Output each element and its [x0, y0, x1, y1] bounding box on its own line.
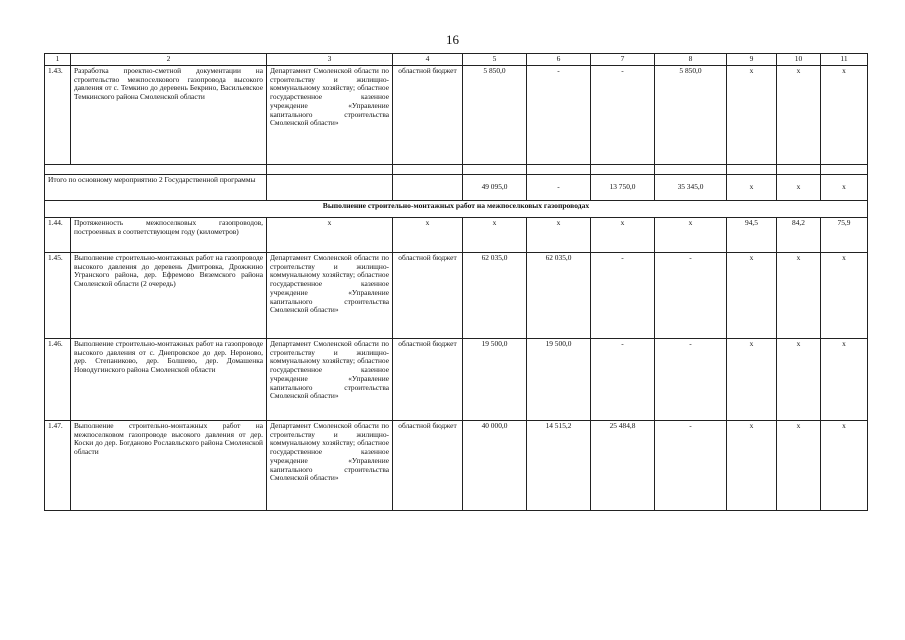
- row-number: 1.43.: [45, 65, 71, 164]
- cell-year-3: x: [655, 217, 727, 252]
- row-description: Выполнение строительно-монтажных работ на межпоселковом газопроводе высокого давления от дер. Коски до дер. Богданово Рославльского района Смоленской области: [71, 420, 267, 510]
- cell-indicator-2: x: [777, 174, 821, 200]
- cell-year-3: 5 850,0: [655, 65, 727, 164]
- cell-year-3: -: [655, 420, 727, 510]
- page-number: 16: [446, 32, 459, 47]
- cell-total: 5 850,0: [463, 65, 527, 164]
- cell-total: 40 000,0: [463, 420, 527, 510]
- column-number-row: [45, 54, 868, 66]
- column-header: 8: [655, 54, 727, 66]
- table-row-1-47: [45, 420, 868, 510]
- cell-year-2: x: [591, 217, 655, 252]
- cell-indicator-2: 84,2: [777, 217, 821, 252]
- cell-year-1: x: [527, 217, 591, 252]
- cell-year-2: -: [591, 65, 655, 164]
- cell-year-3: 35 345,0: [655, 174, 727, 200]
- column-header: 3: [267, 54, 393, 66]
- column-header: 9: [727, 54, 777, 66]
- cell-year-2: -: [591, 252, 655, 338]
- empty-cell: [463, 164, 527, 174]
- row-executor: Департамент Смоленской области по строительству и жилищно-коммунальному хозяйству; областное государственное казенное учреждение «Управление капитального строительства Смоленской области»: [267, 65, 393, 164]
- column-header: 4: [393, 54, 463, 66]
- cell-indicator-3: x: [821, 65, 868, 164]
- cell-indicator-2: x: [777, 252, 821, 338]
- cell-indicator-2: x: [777, 338, 821, 420]
- row-number: 1.47.: [45, 420, 71, 510]
- cell-indicator-3: x: [821, 338, 868, 420]
- cell-year-1: -: [527, 174, 591, 200]
- column-header: 11: [821, 54, 868, 66]
- cell-year-1: 19 500,0: [527, 338, 591, 420]
- section-row: [45, 200, 868, 217]
- cell-total: 62 035,0: [463, 252, 527, 338]
- row-funding-source: областной бюджет: [393, 65, 463, 164]
- row-description: Выполнение строительно-монтажных работ на газопроводе высокого давления до деревень Дмитровка, Дрожжино Угранского района, дер. Ефремово Вяземского района Смоленской области (2 очередь): [71, 252, 267, 338]
- cell-year-1: 62 035,0: [527, 252, 591, 338]
- empty-cell: [591, 164, 655, 174]
- empty-cell: [777, 164, 821, 174]
- column-header: 1: [45, 54, 71, 66]
- cell-year-1: 14 515,2: [527, 420, 591, 510]
- program-table: [44, 53, 868, 511]
- row-executor: Департамент Смоленской области по строительству и жилищно-коммунальному хозяйству; областное государственное казенное учреждение «Управление капитального строительства Смоленской области»: [267, 338, 393, 420]
- table-row-1-43: [45, 65, 868, 164]
- total-row: [45, 174, 868, 200]
- cell-indicator-1: x: [727, 65, 777, 164]
- empty-cell: [393, 164, 463, 174]
- row-funding-source: областной бюджет: [393, 252, 463, 338]
- empty-cell: [393, 174, 463, 200]
- cell-year-2: -: [591, 338, 655, 420]
- cell-indicator-1: x: [727, 338, 777, 420]
- cell-indicator-3: x: [821, 420, 868, 510]
- cell-year-1: -: [527, 65, 591, 164]
- row-funding-source: областной бюджет: [393, 338, 463, 420]
- column-header: 10: [777, 54, 821, 66]
- row-description: Протяженность межпоселковых газопроводов, построенных в соответствующем году (километров): [71, 217, 267, 252]
- row-number: 1.44.: [45, 217, 71, 252]
- empty-cell: [267, 164, 393, 174]
- table-row-1-46: [45, 338, 868, 420]
- section-title: Выполнение строительно-монтажных работ на межпоселковых газопроводах: [45, 200, 868, 217]
- cell-indicator-3: x: [821, 252, 868, 338]
- cell-indicator-3: 75,9: [821, 217, 868, 252]
- total-label: Итого по основному мероприятию 2 Государственной программы: [45, 174, 267, 200]
- row-executor: x: [267, 217, 393, 252]
- cell-year-3: -: [655, 338, 727, 420]
- cell-total: 19 500,0: [463, 338, 527, 420]
- row-description: Разработка проектно-сметной документации на строительство межпоселкового газопровода высокого давления от с. Темкино до деревень Бекрино, Васильевское Темкинского района Смоленской области: [71, 65, 267, 164]
- row-executor: Департамент Смоленской области по строительству и жилищно-коммунальному хозяйству; областное государственное казенное учреждение «Управление капитального строительства Смоленской области»: [267, 420, 393, 510]
- row-funding-source: областной бюджет: [393, 420, 463, 510]
- row-description: Выполнение строительно-монтажных работ на газопроводе высокого давления от с. Днепровское до дер. Нероново, дер. Степаниково, дер. Болшево, дер. Домашенка Новодугинского района Смоленской области: [71, 338, 267, 420]
- row-number: 1.45.: [45, 252, 71, 338]
- cell-total: x: [463, 217, 527, 252]
- empty-cell: [527, 164, 591, 174]
- empty-cell: [727, 164, 777, 174]
- cell-year-3: -: [655, 252, 727, 338]
- column-header: 6: [527, 54, 591, 66]
- cell-year-2: 25 484,8: [591, 420, 655, 510]
- cell-indicator-2: x: [777, 420, 821, 510]
- column-header: 2: [71, 54, 267, 66]
- cell-indicator-1: x: [727, 252, 777, 338]
- empty-cell: [655, 164, 727, 174]
- cell-indicator-1: x: [727, 174, 777, 200]
- column-header: 5: [463, 54, 527, 66]
- row-executor: Департамент Смоленской области по строительству и жилищно-коммунальному хозяйству; областное государственное казенное учреждение «Управление капитального строительства Смоленской области»: [267, 252, 393, 338]
- empty-cell: [821, 164, 868, 174]
- spacer-row: [45, 164, 868, 174]
- cell-indicator-2: x: [777, 65, 821, 164]
- row-funding-source: x: [393, 217, 463, 252]
- cell-indicator-3: x: [821, 174, 868, 200]
- table-row-1-45: [45, 252, 868, 338]
- empty-cell: [267, 174, 393, 200]
- empty-cell: [45, 164, 267, 174]
- row-number: 1.46.: [45, 338, 71, 420]
- cell-indicator-1: 94,5: [727, 217, 777, 252]
- column-header: 7: [591, 54, 655, 66]
- cell-year-2: 13 750,0: [591, 174, 655, 200]
- cell-indicator-1: x: [727, 420, 777, 510]
- cell-total: 49 095,0: [463, 174, 527, 200]
- table-row-1-44: [45, 217, 868, 252]
